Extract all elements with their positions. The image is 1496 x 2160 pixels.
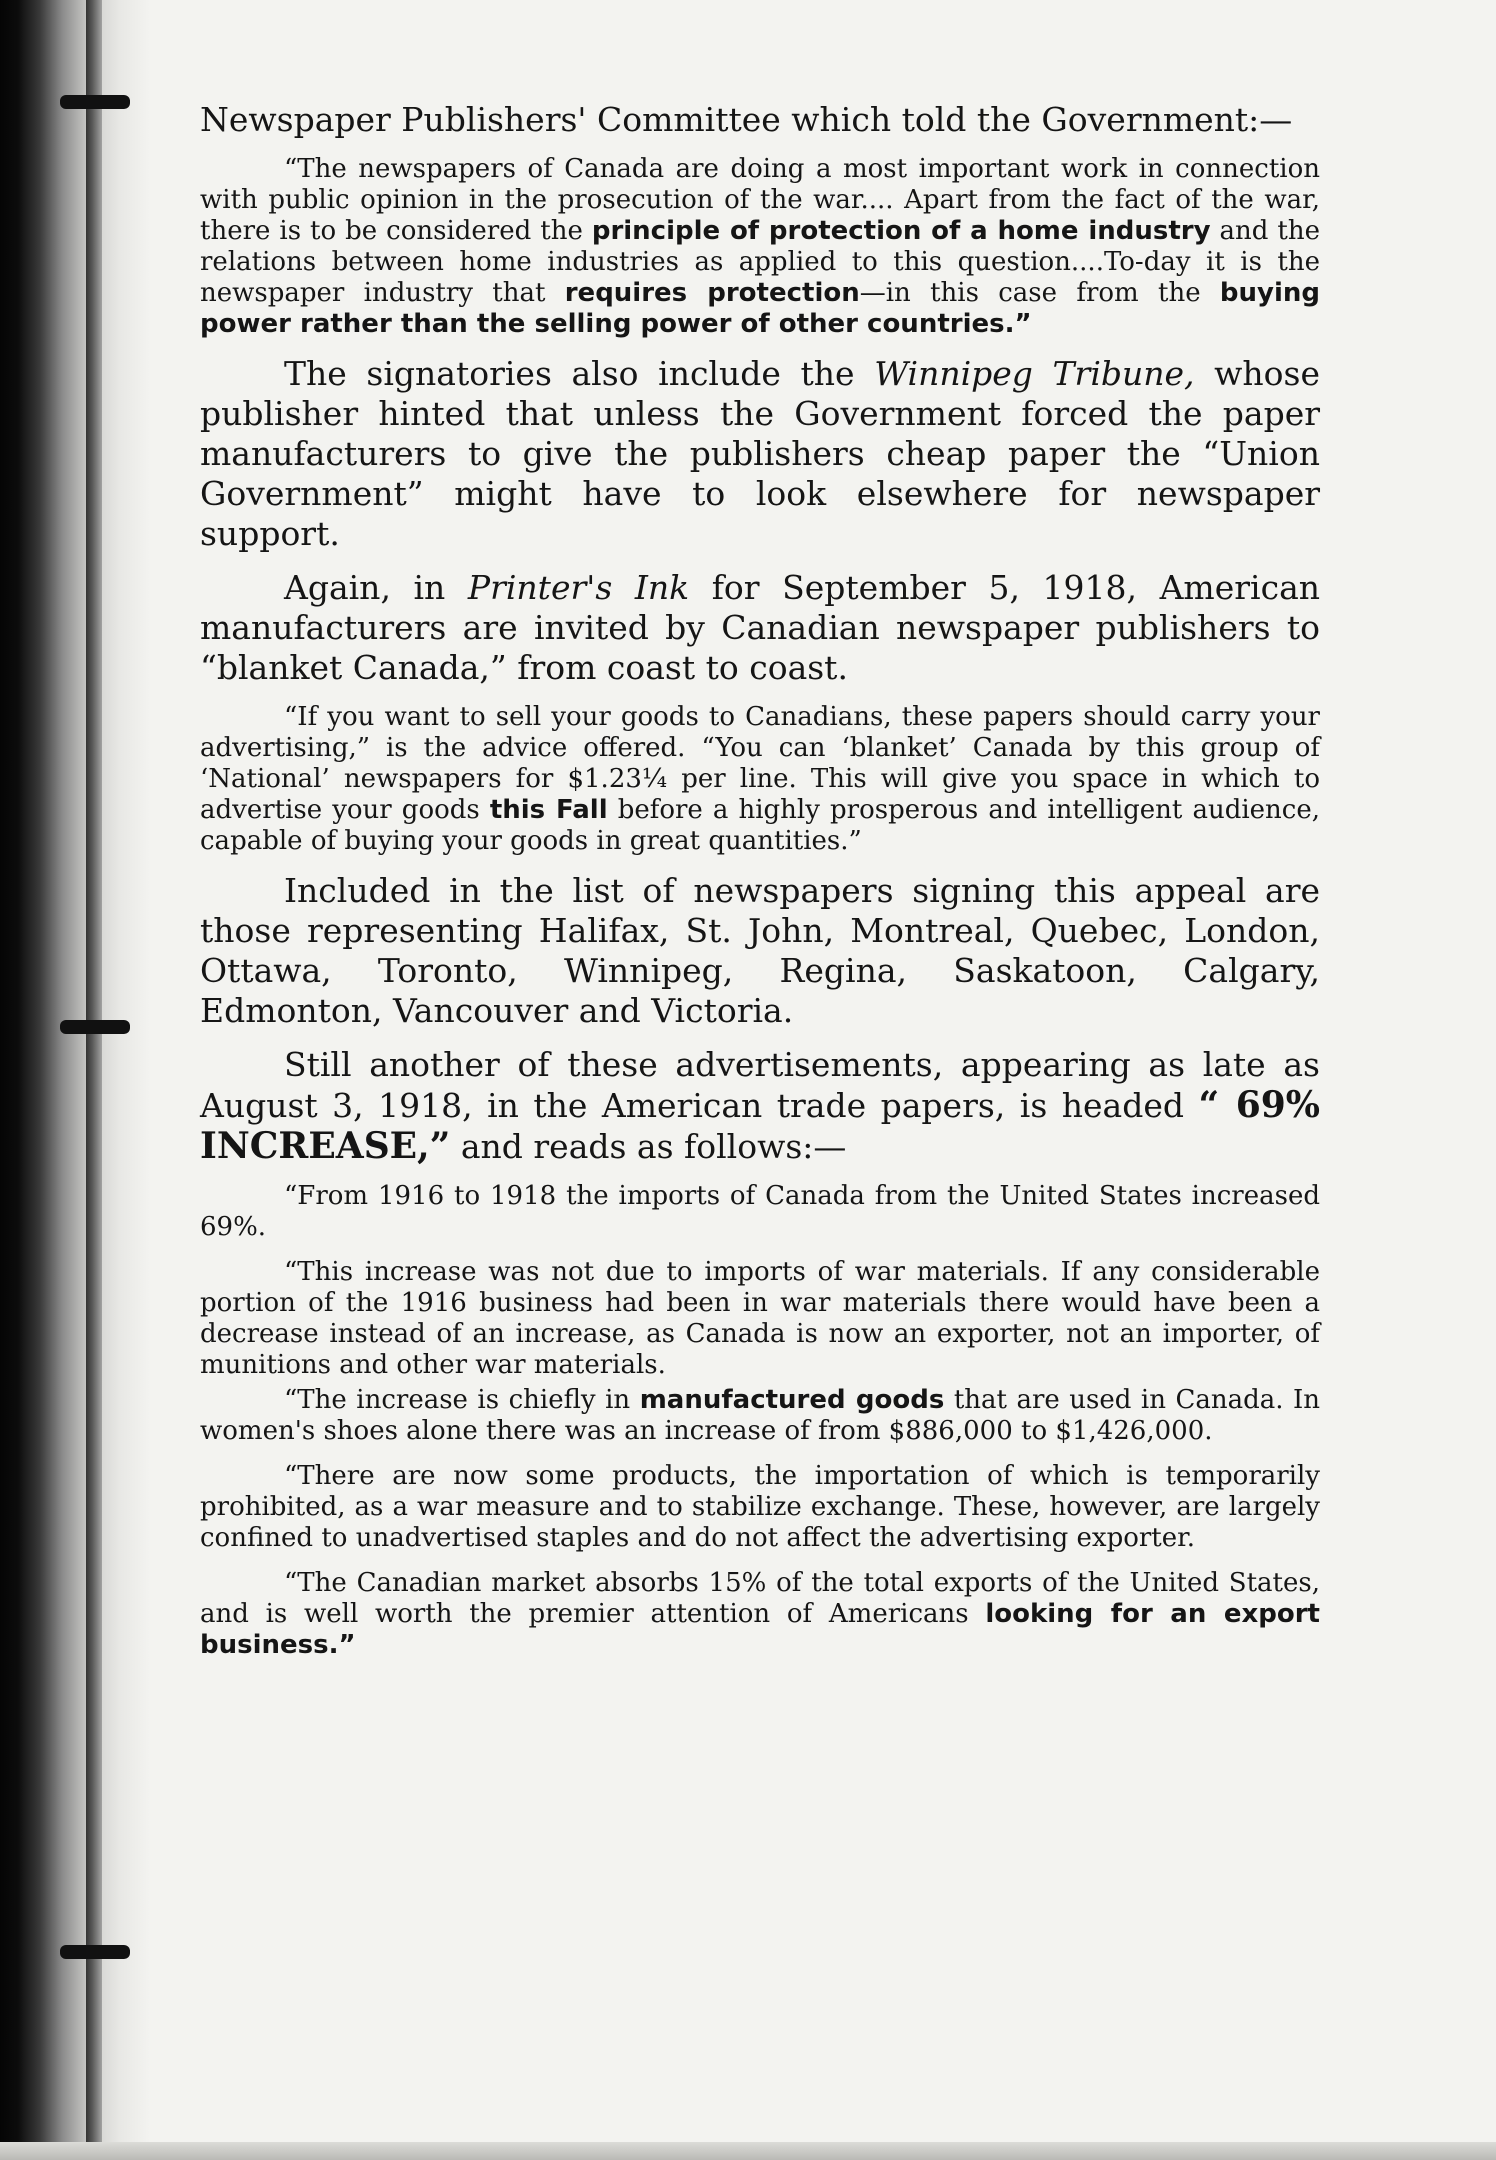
bold-phrase: principle of protection of a home industry [591, 216, 1211, 246]
book-spine-shadow [0, 0, 150, 2160]
binding-stitch [60, 95, 130, 109]
quote-prohibited-products: “There are now some products, the importation of which is temporarily prohibited, as a war measure and to stabilize exchange. These, however, are largely confined to unadvertised staples and do not affect the advertising exporter. [200, 1461, 1320, 1553]
page-bottom-edge [0, 2142, 1496, 2160]
italic-title: Winnipeg Tribune, [874, 354, 1195, 393]
quote-blanket-canada: “If you want to sell your goods to Canadians, these papers should carry your advertising,” is the advice offered. “You can ‘blanket’ Canada by this group of ‘National’ newspapers for $1.23¼ per line. This will give you space in which to advertise your goods this Fall before a highly prosperous and intelligent audience, capable of buying your goods in great quantities.” [200, 702, 1321, 856]
paragraph-newspaper-list: Included in the list of newspapers signing this appeal are those representing Halifax, St. John, Montreal, Quebec, London, Ottawa, Toronto, Winnipeg, Regina, Saskatoon, Calgary, Edmonton, Vancouver and Victoria. [200, 871, 1320, 1030]
bold-phrase: looking for an export business.” [200, 1599, 1320, 1660]
paragraph-printers-ink: Again, in Printer's Ink for September 5, 1918, American manufacturers are invited by Canadian newspaper publishers to “blanket Canada,” from coast to coast. [200, 568, 1320, 687]
quote-war-materials: “This increase was not due to imports of war materials. If any considerable portion of the 1916 business had been in war materials there would have been a decrease instead of an increase, as Canada is now an exporter, not an importer, of munitions and other war materials. [200, 1257, 1320, 1380]
quote-canadian-market: “The Canadian market absorbs 15% of the total exports of the United States, and is well worth the premier attention of Americans looking for an export business.” [200, 1568, 1320, 1660]
headline-phrase: “ 69% INCREASE,” [200, 1084, 1321, 1167]
paragraph-signatories: The signatories also include the Winnipeg Tribune, whose publisher hinted that unless the Government forced the paper manufacturers to give the publishers cheap paper the “Union Government” might have to look elsewhere for newspaper support. [200, 354, 1320, 553]
document-page [200, 100, 1320, 1675]
bold-phrase: buying power rather than the selling power of other countries.” [200, 278, 1320, 339]
paragraph-intro: Newspaper Publishers' Committee which told the Government:— [200, 100, 1293, 139]
bold-phrase: manufactured goods [639, 1385, 945, 1415]
italic-title: Printer's Ink [467, 568, 690, 607]
binding-edge [86, 0, 102, 2160]
paragraph-69-increase: Still another of these advertisements, appearing as late as August 3, 1918, in the American trade papers, is headed “ 69% INCREASE,” and reads as follows:— [200, 1045, 1321, 1167]
quote-newspapers-protection: “The newspapers of Canada are doing a most important work in connection with public opinion in the prosecution of the war.... Apart from the fact of the war, there is to be considered the principle of protection of a home industry and the relations between home industries as applied to this question....To-day it is the newspaper industry that requires protection—in this case from the buying power rather than the selling power of other countries.” [200, 154, 1321, 339]
bold-phrase: requires protection [564, 278, 860, 308]
binding-stitch [60, 1945, 130, 1959]
quote-imports-increase: “From 1916 to 1918 the imports of Canada from the United States increased 69%. [200, 1181, 1320, 1242]
quote-manufactured-goods: “The increase is chiefly in manufactured goods that are used in Canada. In women's shoes alone there was an increase of from $886,000 to $1,426,000. [200, 1385, 1321, 1446]
binding-stitch [60, 1020, 130, 1034]
bold-phrase: this Fall [489, 795, 608, 825]
